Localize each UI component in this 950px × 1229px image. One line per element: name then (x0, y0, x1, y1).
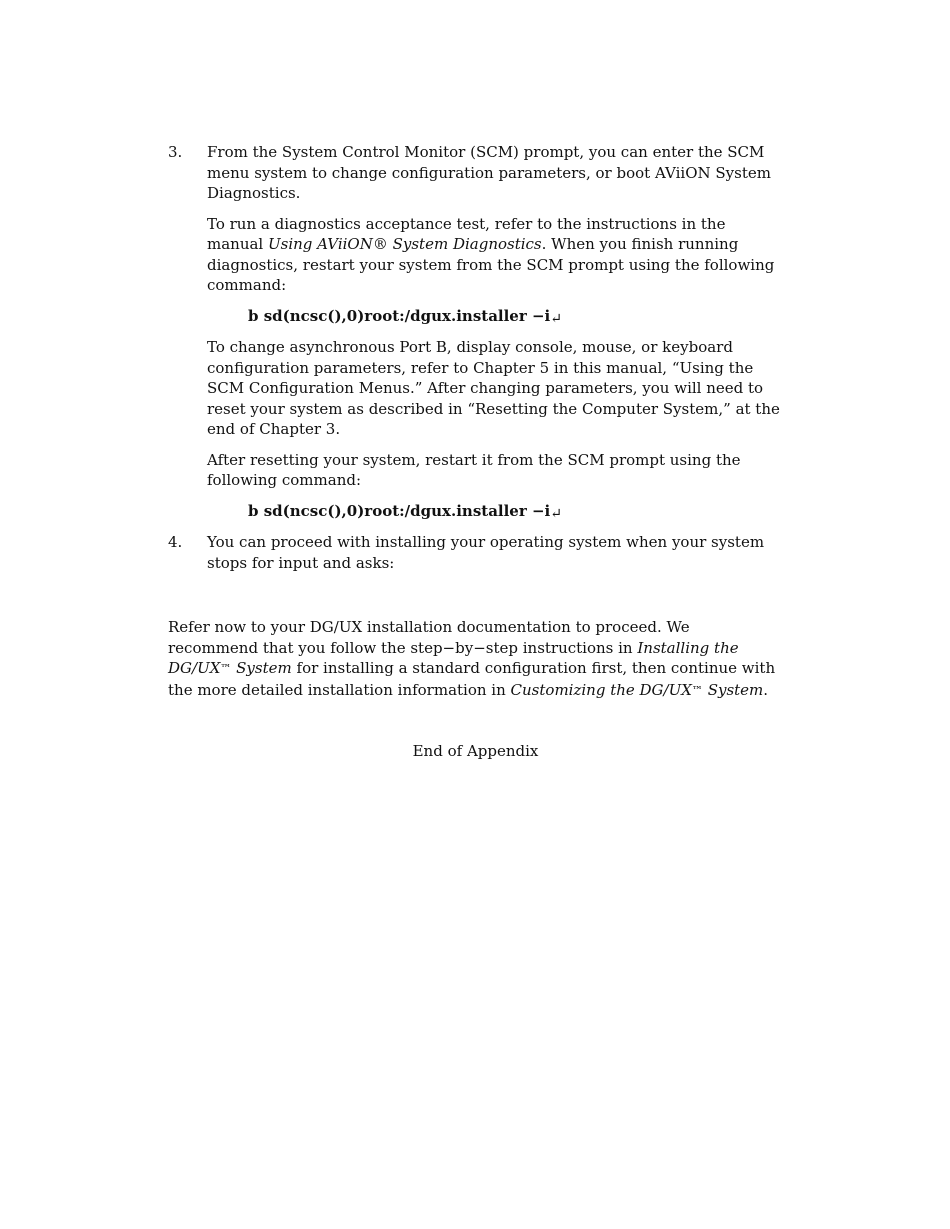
enter-key-icon: ↵ (550, 310, 562, 327)
command-text: b sd(ncsc(),0)root:/dgux.installer −i (248, 501, 551, 520)
closing-part1: Refer now to your DG/UX installation documentation to proceed. We recommend that you follow the step−by−step instructions in (168, 618, 690, 657)
closing-paragraph (168, 617, 783, 701)
diag-manual-title: Using AViiON® System Diagnostics (268, 235, 542, 253)
end-of-appendix: End of Appendix (412, 742, 539, 760)
command-line-1 (248, 306, 783, 328)
closing-part3: . (763, 680, 769, 699)
diagnostics-paragraph (207, 214, 783, 296)
closing-part2: for installing a standard configuration first, then continue with the more detailed installation information in (168, 659, 776, 699)
step-4-text: You can proceed with installing your operating system when your system stops for input and asks: (207, 533, 765, 572)
step-3 (168, 142, 783, 522)
installing-title-main: Installing the DG/UX (168, 638, 739, 677)
enter-key-icon: ↵ (550, 505, 562, 522)
step-number: 3. (168, 143, 183, 161)
step-number: 4. (168, 533, 183, 551)
trademark-mark: ™ (691, 683, 703, 697)
config-paragraph: To change asynchronous Port B, display console, mouse, or keyboard configuration parameters, refer to Chapter 5 in this manual, “Using the SCM Configuration Menus.” After changing parameters, you will need to reset your system as described in “Resetting the Computer System,” at the end of Chapter 3. (207, 338, 780, 438)
step-4 (168, 532, 783, 573)
customizing-title-main: Customizing the DG/UX (510, 680, 692, 699)
installing-title-tail: System (231, 659, 292, 677)
diag-pre: To run a diagnostics acceptance test, refer to the instructions in the manual (207, 214, 726, 253)
reset-paragraph: After resetting your system, restart it from the SCM prompt using the following command: (207, 450, 741, 489)
document-page (168, 142, 783, 762)
command-text: b sd(ncsc(),0)root:/dgux.installer −i (248, 306, 551, 325)
customizing-title (511, 681, 764, 699)
trademark-mark: ™ (220, 662, 232, 675)
command-line-2 (248, 501, 783, 523)
step-3-intro: From the System Control Monitor (SCM) prompt, you can enter the SCM menu system to change configuration parameters, or boot AViiON System Diagnostics. (207, 143, 771, 202)
diag-post: . When you finish running diagnostics, restart your system from the SCM prompt using the following command: (207, 235, 775, 294)
customizing-title-tail: System (702, 680, 764, 699)
